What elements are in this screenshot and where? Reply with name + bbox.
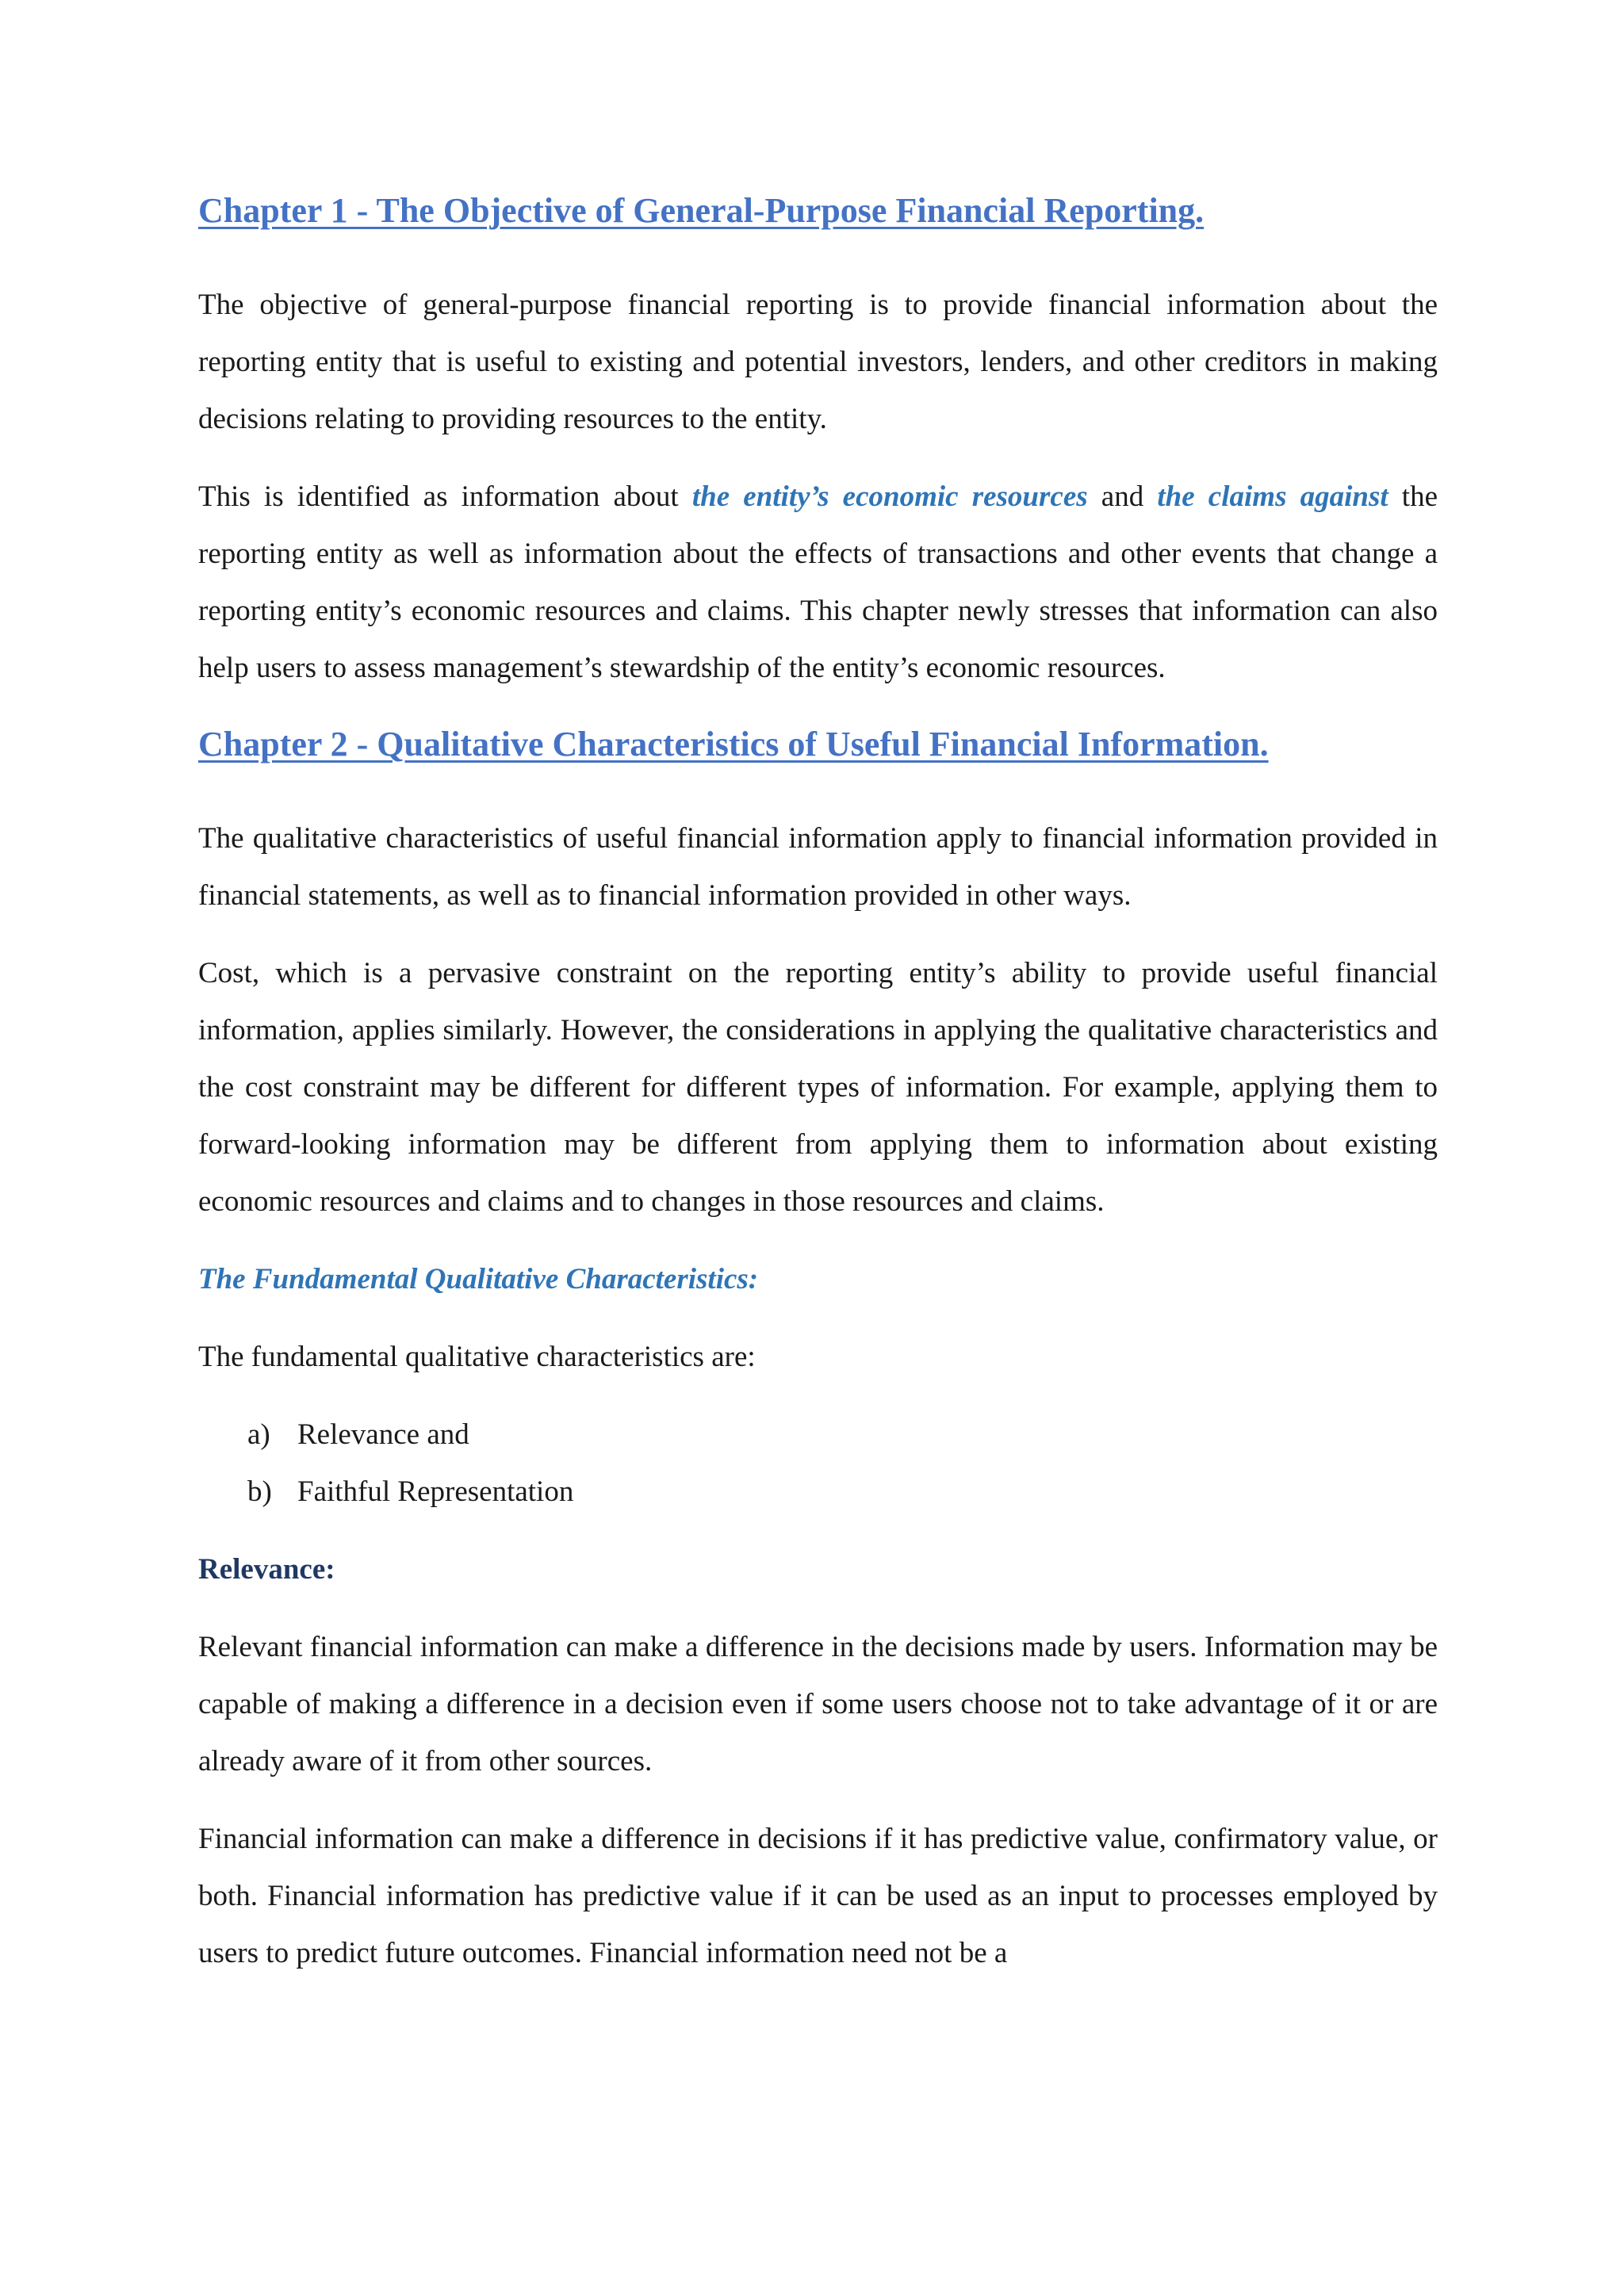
chapter-2-paragraph-2: Cost, which is a pervasive constraint on the reporting entity’s ability to provide useful financial information, applies similarly. However, the considerations in applying the qualitative characteristics and the cost constraint may be different for different types of information. For example, applying them to forward-looking information may be different from applying them to information about existing economic resources and claims and to changes in those resources and claims. (198, 956, 1438, 1218)
relevance-paragraph-1: Relevant financial information can make a difference in the decisions made by users. Information may be capable of making a difference in a decision even if some users choose not to take advantage of it or are already aware of it from other sources. (198, 1630, 1438, 1777)
emphasis-economic-resources: the entity’s economic resources (691, 480, 1088, 513)
document-page (198, 190, 1438, 1982)
fundamental-characteristics-heading: The Fundamental Qualitative Characteristics: (198, 1262, 759, 1295)
chapter-2-paragraph-1: The qualitative characteristics of useful financial information apply to financial information provided in financial statements, as well as to financial information provided in other ways. (198, 821, 1438, 912)
list-item-text: Relevance and (297, 1418, 469, 1451)
characteristics-list (198, 1406, 1438, 1521)
chapter-1-paragraph-2 (198, 469, 1438, 697)
chapter-1-paragraph-1: The objective of general-purpose financial reporting is to provide financial information about the reporting entity that is useful to existing and potential investors, lenders, and other creditors in making decisions relating to providing resources to the entity. (198, 288, 1438, 435)
list-marker: a) (247, 1418, 270, 1451)
list-item (198, 1464, 1438, 1521)
relevance-heading: Relevance: (198, 1552, 335, 1586)
relevance-paragraph-2: Financial information can make a difference in decisions if it has predictive value, confirmatory value, or both. Financial information has predictive value if it can be used as an input to processes employed by users to predict future outcomes. Financial information need not be a (198, 1822, 1438, 1969)
fundamental-characteristics-intro: The fundamental qualitative characteristics are: (198, 1340, 756, 1373)
chapter-2-heading: Chapter 2 - Qualitative Characteristics of Useful Financial Information. (198, 724, 1269, 763)
list-item-text: Faithful Representation (297, 1475, 574, 1508)
emphasis-claims-against: the claims against (1157, 480, 1388, 513)
paragraph-text: This is identified as information about (198, 480, 692, 513)
paragraph-text: the reporting entity as well as information about the effects of transactions and other events that change a reporting entity’s economic resources and claims. This chapter newly stresses that information can also help users to assess management’s stewardship of the entity’s economic resources. (198, 480, 1438, 684)
paragraph-text: and (1087, 480, 1158, 513)
list-item (198, 1406, 1438, 1464)
chapter-1-heading: Chapter 1 - The Objective of General-Purpose Financial Reporting. (198, 191, 1205, 230)
list-marker: b) (247, 1475, 272, 1508)
